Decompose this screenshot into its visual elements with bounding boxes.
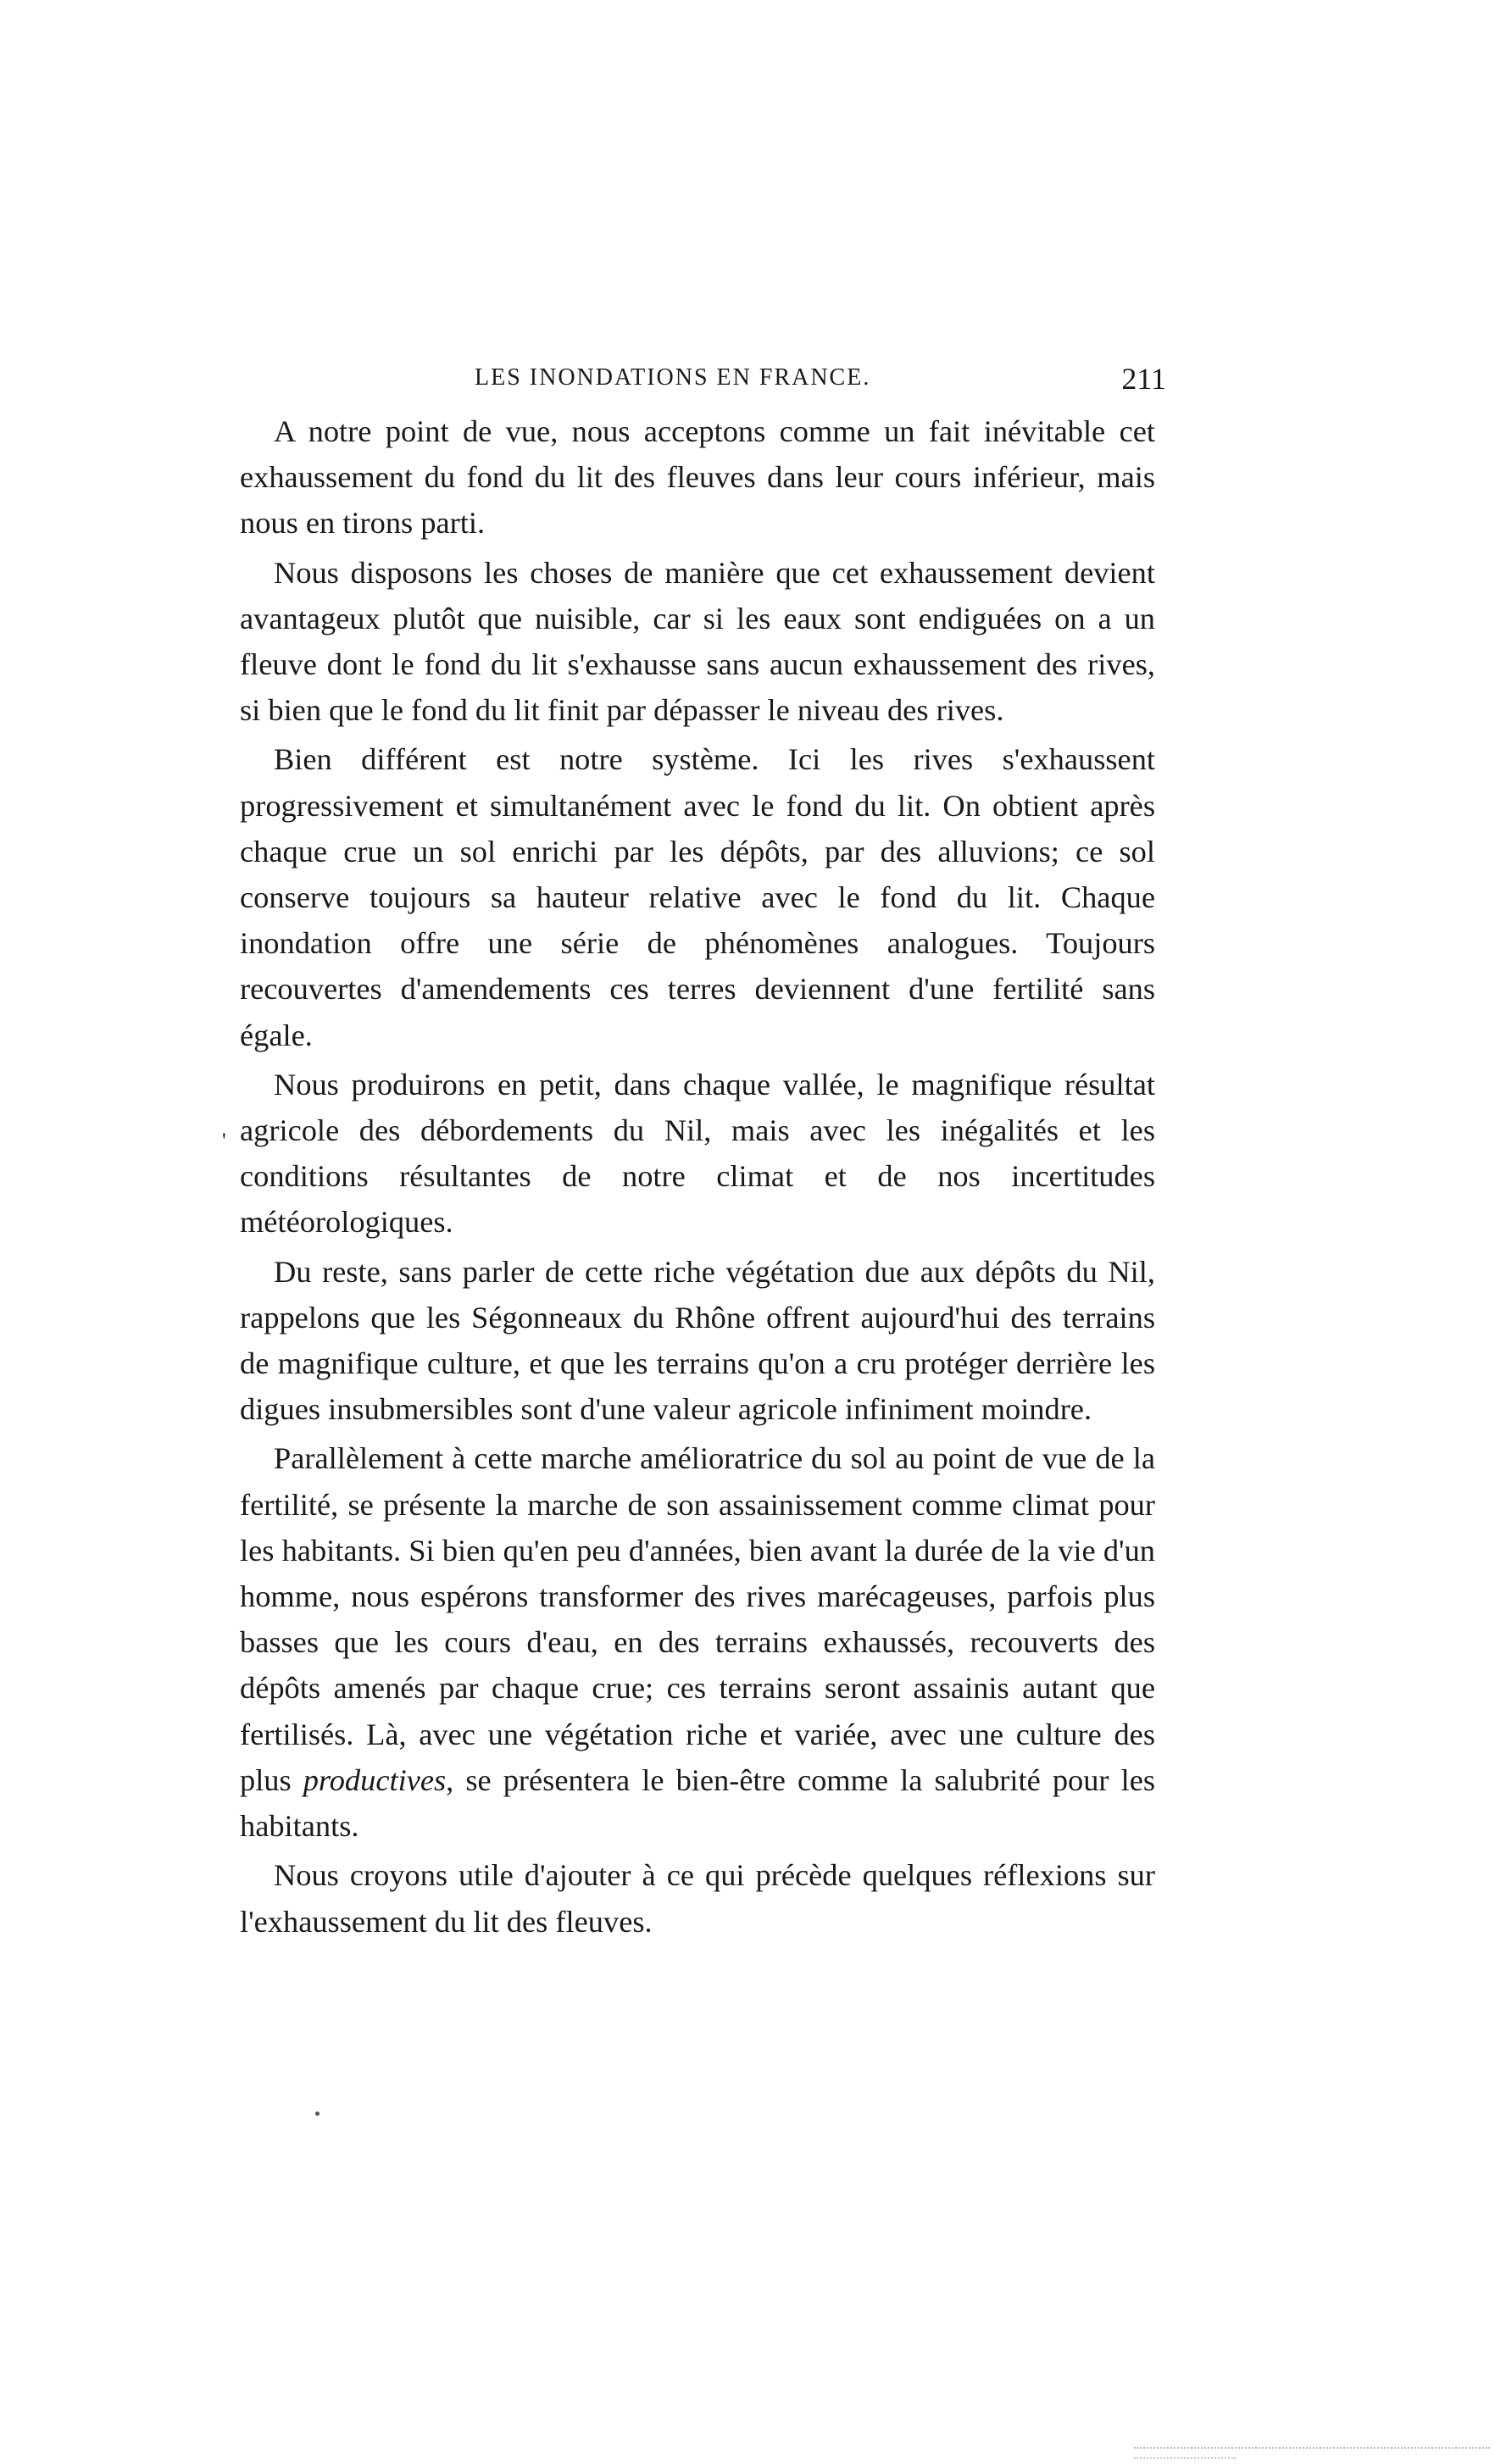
paragraph: Nous croyons utile d'ajouter à ce qui précède quelques réflexions sur l'exhaussement du lit des fleuves.: [240, 1858, 1155, 1939]
margin-mark: ': [222, 1129, 226, 1153]
body-text: [240, 408, 1155, 1945]
paragraph: A notre point de vue, nous acceptons comme un fait inévitable cet exhaussement du fond du lit des fleuves dans leur cours inférieur, mais nous en tirons parti.: [240, 414, 1155, 541]
paragraph: Bien différent est notre système. Ici les rives s'exhaussent progressivement et simultanément avec le fond du lit. On obtient après chaque crue un sol enrichi par les dépôts, par des alluvions; ce sol conserve toujours sa hauteur relative avec le fond du lit. Chaque inondation offre une série de phénomènes analogues. Toujours recouvertes d'amendements ces terres deviennent d'une fertilité sans égale.: [240, 742, 1155, 1052]
paragraph-text-after: , se présentera le bien-être comme la salubrité pour les habitants.: [240, 1762, 1156, 1844]
ink-speck: [315, 2112, 320, 2116]
scan-edge-mark: [1134, 2457, 1236, 2459]
scan-edge-mark: [1134, 2447, 1490, 2449]
page-number: 211: [1121, 362, 1166, 396]
paragraph-text-before: Parallèlement à cette marche amélioratrice du sol au point de vue de la fertilité, se présente la marche de son assainissement comme climat pour les habitants. Si bien qu'en peu d'années, bien avant la durée de la vie d'un homme, nous espérons transformer des rives marécageuses, parfois plus basses que les cours d'eau, en des terrains exhaussés, recouverts des dépôts amenés par chaque crue; ces terrains seront assainis autant que fertilisés. Là, avec une végétation riche et variée, avec une culture des plus: [240, 1441, 1155, 1797]
paragraph: Nous disposons les choses de manière que cet exhaussement devient avantageux plutôt que nuisible, car si les eaux sont endiguées on a un fleuve dont le fond du lit s'exhausse sans aucun exhaussement des rives, si bien que le fond du lit finit par dépasser le niveau des rives.: [240, 555, 1155, 728]
paragraph: Du reste, sans parler de cette riche végétation due aux dépôts du Nil, rappelons que les Ségonneaux du Rhône offrent aujourd'hui des terrains de magnifique culture, et que les terrains qu'on a cru protéger derrière les digues insubmersibles sont d'une valeur agricole infiniment moindre.: [240, 1254, 1155, 1427]
paragraph-with-emphasis: [240, 1435, 1155, 1849]
running-title: LES INONDATIONS EN FRANCE.: [475, 364, 871, 391]
running-header: [0, 361, 1495, 402]
emphasized-word: productives: [303, 1762, 447, 1797]
paragraph: Nous produirons en petit, dans chaque vallée, le magnifique résultat agricole des débordements du Nil, mais avec les inégalités et les conditions résultantes de notre climat et de nos incertitudes météorologiques.: [240, 1067, 1155, 1240]
